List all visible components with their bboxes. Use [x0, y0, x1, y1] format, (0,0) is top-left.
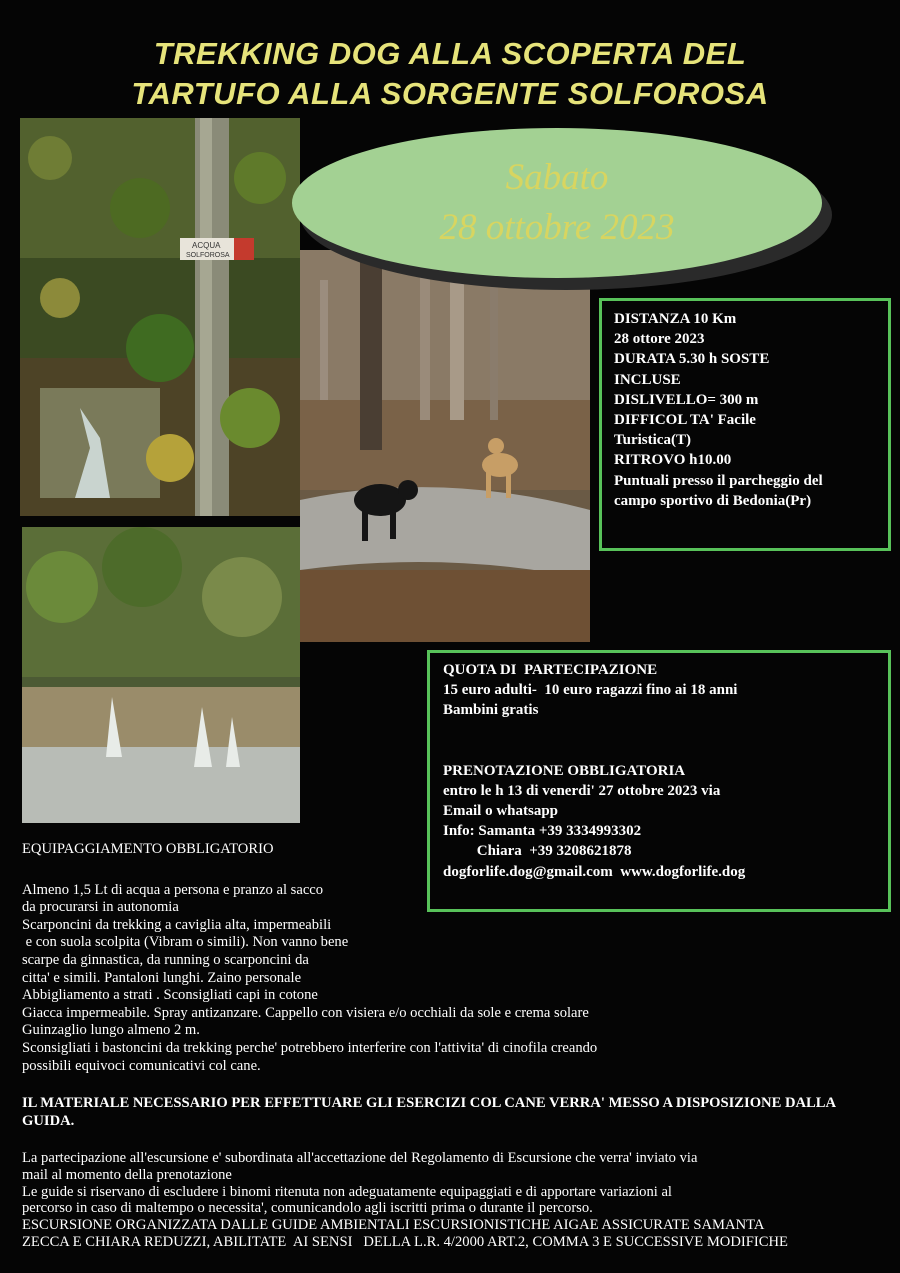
regulation-line: percorso in caso di maltempo o necessita', comunicandolo agli iscritti prima o durante il percorso.: [22, 1200, 593, 1217]
material-notice: IL MATERIALE NECESSARIO PER EFFETTUARE GLI ESERCIZI COL CANE VERRA' MESSO A DISPOSIZIONE DALLA GUIDA.: [22, 1095, 836, 1129]
details-date: 28 ottore 2023: [614, 331, 705, 348]
equipment-line: e con suola scolpita (Vibram o simili). Non vanno bene: [22, 934, 349, 951]
contacts: dogforlife.dog@gmail.com www.dogforlife.dog: [443, 863, 746, 880]
regulation-line: ESCURSIONE ORGANIZZATA DALLE GUIDE AMBIENTALI ESCURSIONISTICHE AIGAE ASSICURATE SAMANTA: [22, 1217, 765, 1234]
difficulty: DIFFICOL TA' Facile Turistica(T): [614, 412, 756, 449]
event-date: 28 ottobre 2023: [439, 207, 675, 248]
regulation-line: Le guide si riservano di escludere i binomi ritenuta non adeguatamente equipaggiati e di apportare variazioni al: [22, 1183, 672, 1200]
booking-deadline: entro le h 13 di venerdi' 27 ottobre 2023 via: [443, 782, 721, 799]
equipment-section: [22, 841, 882, 1075]
info-chiara: Chiara +39 3208621878: [443, 843, 632, 860]
equipment-line: da procurarsi in autonomia: [22, 899, 179, 916]
equipment-line: Giacca impermeabile. Spray antizanzare. Cappello con visiera e/o occhiali da sole e crema solare: [22, 1004, 589, 1021]
title-line-2: TARTUFO ALLA SORGENTE SOLFOROSA: [131, 76, 769, 111]
equipment-line: scarpe da ginnastica, da running o scarponcini da: [22, 951, 309, 968]
equipment-line: Abbigliamento a strati . Sconsigliati capi in cotone: [22, 987, 318, 1004]
regulation-section: [22, 1150, 892, 1251]
poster-title: [40, 34, 860, 114]
booking-heading: PRENOTAZIONE OBBLIGATORIA: [443, 762, 686, 779]
sign-text-1: ACQUA: [192, 241, 221, 250]
equipment-line: Almeno 1,5 Lt di acqua a persona e pranzo al sacco: [22, 881, 324, 898]
equipment-line: Scarponcini da trekking a caviglia alta, impermeabili: [22, 916, 332, 933]
meeting-time: RITROVO h10.00: [614, 452, 732, 469]
elevation: DISLIVELLO= 300 m: [614, 391, 759, 408]
booking-channels: Email o whatsapp: [443, 803, 559, 820]
equipment-heading: EQUIPAGGIAMENTO OBBLIGATORIO: [22, 841, 274, 857]
equipment-line: Sconsigliati i bastoncini da trekking perche' potrebbero interferire con l'attivita' di cinofila creando: [22, 1039, 598, 1056]
regulation-line: La partecipazione all'escursione e' subordinata all'accettazione del Regolamento di Escursione che verra' inviato via: [22, 1150, 698, 1166]
details-box: [599, 298, 891, 551]
equipment-line: possibili equivoci comunicativi col cane.: [22, 1057, 261, 1074]
quota-children: Bambini gratis: [443, 702, 539, 719]
title-line-1: TREKKING DOG ALLA SCOPERTA DEL: [153, 36, 747, 71]
regulation-line: ZECCA E CHIARA REDUZZI, ABILITATE AI SENSI DELLA L.R. 4/2000 ART.2, COMMA 3 E SUCCESSIVE MODIFICHE: [22, 1233, 788, 1250]
info-samanta: Info: Samanta +39 3334993302: [443, 823, 642, 840]
equipment-line: Guinzaglio lungo almeno 2 m.: [22, 1022, 200, 1039]
duration: DURATA 5.30 h SOSTE INCLUSE: [614, 351, 770, 388]
quota-heading: QUOTA DI PARTECIPAZIONE: [443, 662, 658, 678]
photo-forest-sign: [20, 118, 300, 516]
quota-prices: 15 euro adulti- 10 euro ragazzi fino ai 18 anni: [443, 682, 738, 699]
equipment-line: citta' e simili. Pantaloni lunghi. Zaino personale: [22, 969, 302, 986]
photo-waterfall: [22, 527, 300, 823]
regulation-line: mail al momento della prenotazione: [22, 1166, 232, 1183]
distance: DISTANZA 10 Km: [614, 311, 737, 327]
photo-dogs-stream: [300, 250, 590, 642]
meeting-place: Puntuali presso il parcheggio del campo sportivo di Bedonia(Pr): [614, 472, 823, 509]
sign-text-2: SOLFOROSA: [186, 252, 230, 259]
event-day: Sabato: [505, 157, 609, 198]
date-oval: [292, 128, 822, 278]
